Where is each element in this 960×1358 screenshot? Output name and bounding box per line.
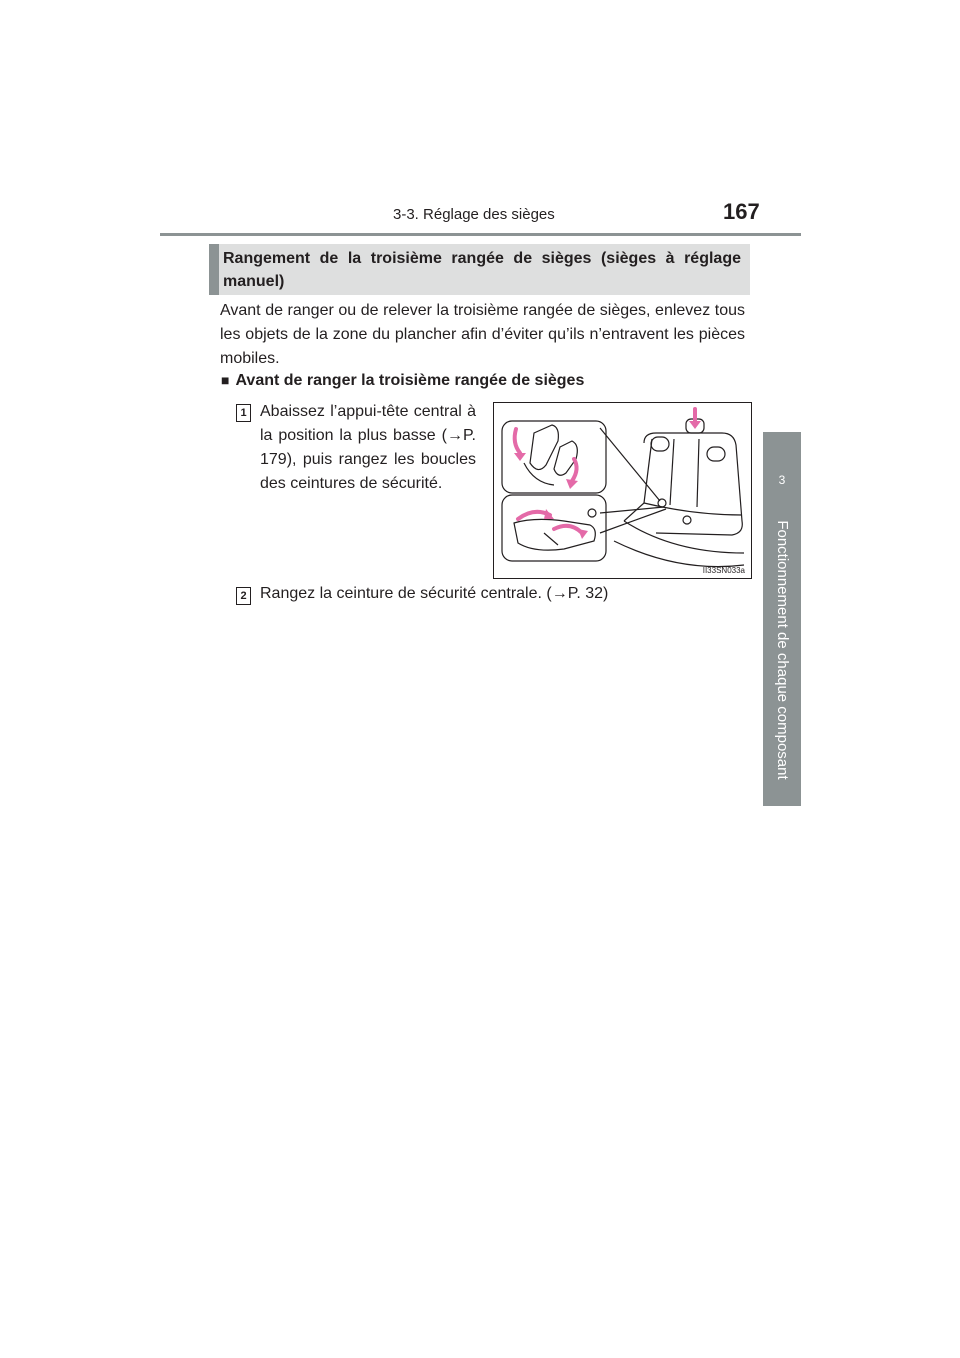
section-title-block xyxy=(209,244,750,295)
title-accent-bar xyxy=(209,244,219,295)
step-2-text: Rangez la ceinture de sécurité centrale. (→P. 32) xyxy=(260,585,609,602)
square-bullet-icon: ■ xyxy=(221,372,230,388)
section-title-line2: manuel) xyxy=(223,273,285,290)
intro-paragraph: Avant de ranger ou de relever la troisième rangée de sièges, enlevez tous les objets de la zone du plancher afin d’éviter qu’ils n’entravent les pièces mobiles. xyxy=(220,302,745,367)
seat-drawing xyxy=(494,403,751,578)
subheading xyxy=(221,372,584,390)
step-1-text: Abaissez l’appui-tête central à la position la plus basse (→P. 179), puis rangez les boucles des ceintures de sécurité. xyxy=(260,403,476,492)
chapter-label: Fonctionnement de chaque composant xyxy=(774,520,791,780)
figure-code: II33SN033a xyxy=(702,566,745,575)
subheading-text: Avant de ranger la troisième rangée de sièges xyxy=(235,372,585,389)
step-number-2: 2 xyxy=(236,587,251,605)
chapter-number: 3 xyxy=(778,473,786,487)
page-number: 167 xyxy=(723,199,760,224)
running-header-section: 3-3. Réglage des sièges xyxy=(393,206,555,223)
header-rule xyxy=(160,233,801,236)
seat-illustration xyxy=(493,402,752,579)
step-number-1: 1 xyxy=(236,404,251,422)
section-title-line1: Rangement de la troisième rangée de sièges (sièges à réglage xyxy=(223,250,741,267)
